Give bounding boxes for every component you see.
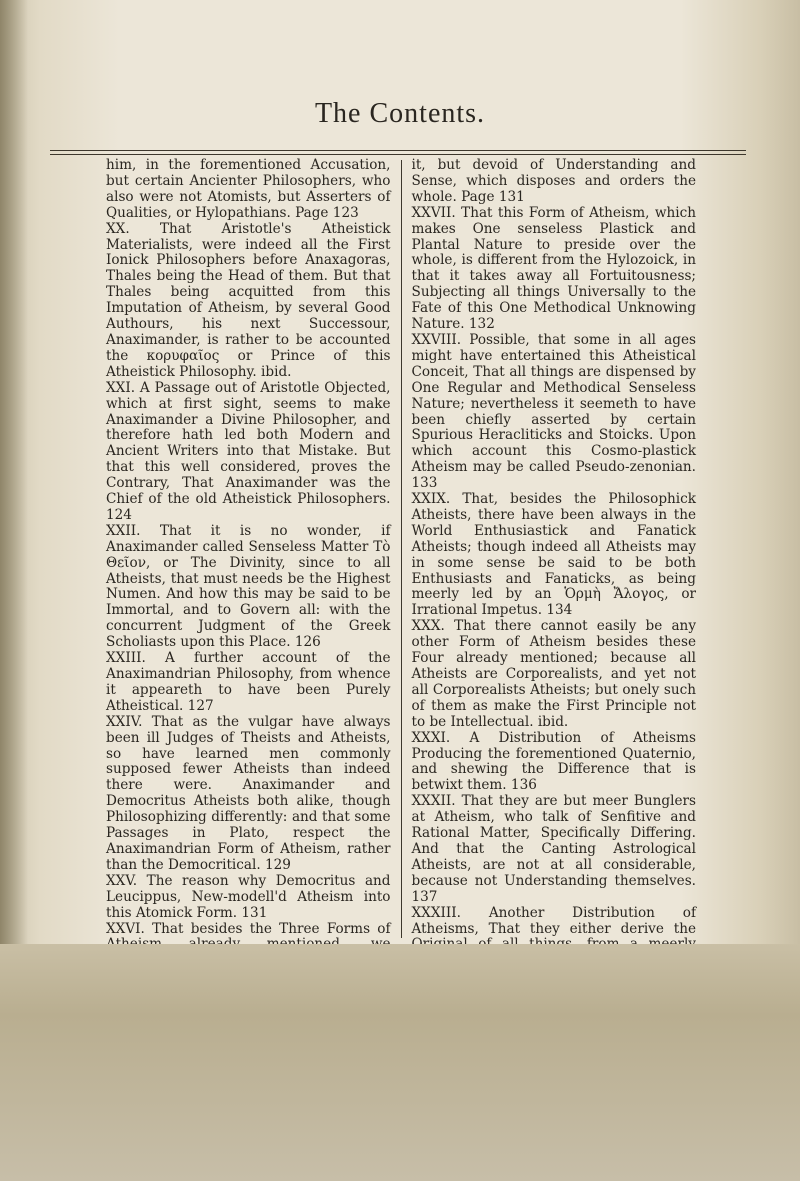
contents-entry: XXVIII. Possible, that some in all ages might have entertained this Atheistical Conceit, That all things are dispensed by One Regular and Methodical Senseless Nature; nevertheless it seemeth to have been chiefly asserted by certain Spurious Heracliticks and Stoicks. Upon which account this Cosmo-plastick Atheism may be called Pseudo-zenonian. 133 [411, 331, 696, 492]
contents-entry: XXV. The reason why Democritus and Leucippus, New-modell'd Atheism into this Atomick Form. 131 [106, 872, 391, 921]
contents-entry: XXX. That there cannot easily be any other Form of Atheism besides these Four already mentioned; because all Atheists are Corporealists, and yet not all Corporealists Atheists; but onely such of them as make the First Principle not to be Intellectual. ibid. [411, 618, 696, 730]
header-rule [50, 150, 746, 155]
contents-entry: it, but devoid of Understanding and Sense, which disposes and orders the whole. Page 131 [411, 157, 696, 205]
contents-columns [106, 158, 696, 938]
column-divider [401, 160, 402, 938]
contents-entry: XXII. That it is no wonder, if Anaximander called Senseless Matter Τὸ Θεῖον, or The Divinity, since to all Atheists, that must needs be the Highest Numen. And how this may be said to be Immortal, and to Govern all: with the concurrent Judgment of the Greek Scholiasts upon this Place. 126 [106, 522, 391, 651]
page-title: The Contents. [314, 98, 486, 129]
contents-entry: him, in the forementioned Accusation, but certain Ancienter Philosophers, who also were not Atomists, but Asserters of Qualities, or Hylopathians. Page 123 [106, 157, 391, 221]
contents-entry: XXVI. That besides the Three Forms of [106, 920, 391, 937]
contents-entry: XXXI. A Distribution of Atheisms Producing the forementioned Quaternio, and shewing the Difference that is betwixt them. 136 [411, 729, 696, 794]
left-column [106, 158, 391, 938]
contents-entry: XXI. A Passage out of Aristotle Objected, which at first sight, seems to make Anaximander a Divine Philosopher, and therefore hath led both Modern and Ancient Writers into that Mistake. But that this well considered, proves the Contrary, That Anaximander was the Chief of the old Atheistick Philosophers. 124 [106, 379, 391, 523]
contents-entry: XXVII. That this Form of Atheism, which makes One senseless Plastick and Plantal Nature to preside over the whole, is different from the Hylozoick, in that it takes away all Fortuitousness; Subjecting all things Universally to the Fate of this One Methodical Unknowing Nature. 132 [411, 204, 696, 333]
contents-entry: XXXII. That they are but meer Bunglers at Atheism, who talk of Senfitive and Rational Matter, Specifically Differing. And that the Canting Astrological Atheists, are not at all considerable, because not Understanding themselves. 137 [411, 793, 696, 905]
contents-entry: XXIX. That, besides the Philosophick Atheists, there have been always in the World Enthusiastick and Fanatick Atheists; though indeed all Atheists may in some sense be said to be both Enthusiasts and Fanaticks, as being meerly led by an Ὁρμὴ Ἄλογος, or Irrational Impetus. 134 [411, 491, 696, 619]
right-column [412, 158, 697, 938]
contents-entry: XXIV. That as the vulgar have always been ill Judges of Theists and Atheists, so have learned men commonly supposed fewer Atheists than indeed there were. Anaximander and Democritus Atheists both alike, though Philosophizing differently: and that some Passages in Plato, respect the Anaximandrian Form of Atheism, rather than the Democritical. 129 [106, 713, 391, 873]
page-bottom-margin [0, 944, 800, 1181]
contents-entry: XXXIII. Another Distribution of Atheisms, That they either derive the [411, 904, 696, 937]
contents-entry: XXIII. A further account of the Anaximandrian Philosophy, from whence it appeareth to have been Purely Atheistical. 127 [106, 650, 391, 714]
contents-entry: XX. That Aristotle's Atheistick Materialists, were indeed all the First Ionick Philosophers before Anaxagoras, Thales being the Head of them. But that Thales being acquitted from this Imputation of Atheism, by several Good Authours, his next Successour, Anaximander, is rather to be accounted the κορυφαῖος or Prince of this Atheistick Philosophy. ibid. [106, 220, 391, 380]
